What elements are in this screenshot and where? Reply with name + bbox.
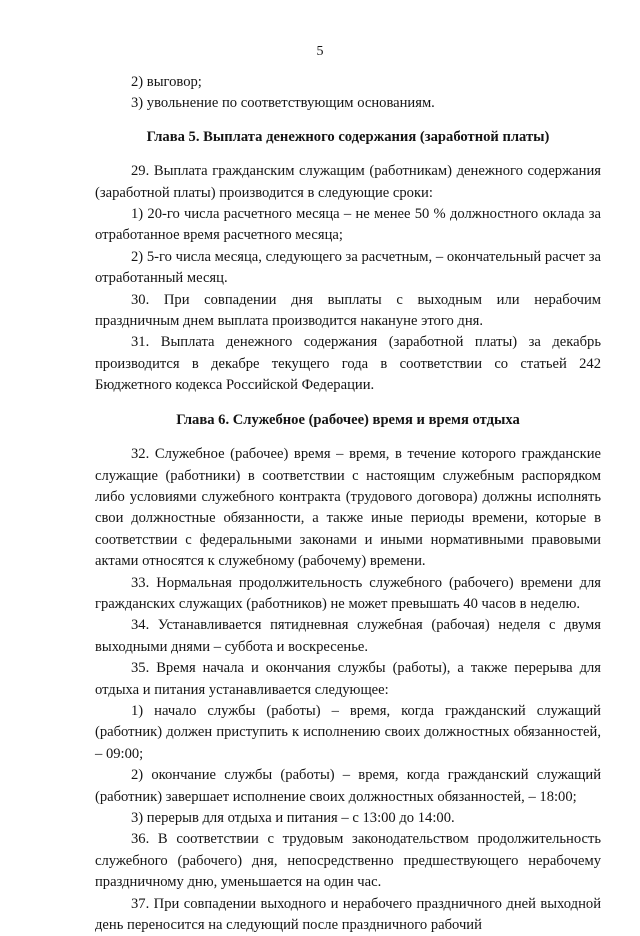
clause-35-item-3: 3) перерыв для отдыха и питания – с 13:00 до 14:00. — [131, 810, 455, 826]
clause-33: 33. Нормальная продолжительность служебного (рабочего) времени для гражданских служащих (работников) не может превышать 40 часов в неделю. — [95, 574, 601, 612]
clause-37: 37. При совпадении выходного и нерабочего праздничного дней выходной день переносится на следующий после праздничного рабочий — [95, 895, 601, 934]
clause-30: 30. При совпадении дня выплаты с выходным или нерабочим праздничным днем выплата производится накануне этого дня. — [95, 291, 601, 330]
clause-29: 29. Выплата гражданским служащим (работникам) денежного содержания (заработной платы) производится в следующие сроки: — [95, 163, 601, 201]
list-item-dismissal: 3) увольнение по соответствующим основаниям. — [131, 95, 435, 112]
clause-32: 32. Служебное (рабочее) время – время, в течение которого гражданские служащие (работники) в соответствии с настоящим служебным распорядком либо условиями служебного контракта (трудового договора) должны исполнять свои должностные обязанности, а также иные периоды времени, которые в соответствии с федеральными законами и иными нормативными правовыми актами относятся к служебному (рабочему) времени. — [95, 446, 601, 570]
clause-29-item-2: 2) 5-го числа месяца, следующего за расчетным, – окончательный расчет за отработанный месяц. — [95, 248, 601, 287]
page-content — [95, 72, 601, 936]
clause-36: 36. В соответствии с трудовым законодательством продолжительность служебного (рабочего) дня, непосредственно предшествующего нерабочему праздничному дню, уменьшается на один час. — [95, 831, 601, 891]
list-item-reprimand: 2) выговор; — [131, 74, 202, 90]
clause-29-item-1: 1) 20-го числа расчетного месяца – не менее 50 % должностного оклада за отработанное время расчетного месяца; — [95, 206, 601, 244]
clause-35-item-2: 2) окончание службы (работы) – время, когда гражданский служащий (работник) завершает исполнение своих должностных обязанностей, – 18:00; — [95, 767, 601, 805]
page-number: 5 — [316, 44, 324, 59]
clause-31: 31. Выплата денежного содержания (заработной платы) за декабрь производится в декабре текущего года в соответствии со статьей 242 Бюджетного кодекса Российской Федерации. — [95, 334, 601, 394]
clause-34: 34. Устанавливается пятидневная служебная (рабочая) неделя с двумя выходными днями – суббота и воскресенье. — [95, 617, 601, 655]
clause-35: 35. Время начала и окончания службы (работы), а также перерыва для отдыха и питания устанавливается следующее: — [95, 660, 601, 698]
chapter-6-heading: Глава 6. Служебное (рабочее) время и время отдыха — [176, 411, 520, 428]
clause-35-item-1: 1) начало службы (работы) – время, когда гражданский служащий (работник) должен приступить к исполнению своих должностных обязанностей, – 09:00; — [95, 702, 601, 762]
chapter-5-heading: Глава 5. Выплата денежного содержания (заработной платы) — [146, 128, 550, 145]
